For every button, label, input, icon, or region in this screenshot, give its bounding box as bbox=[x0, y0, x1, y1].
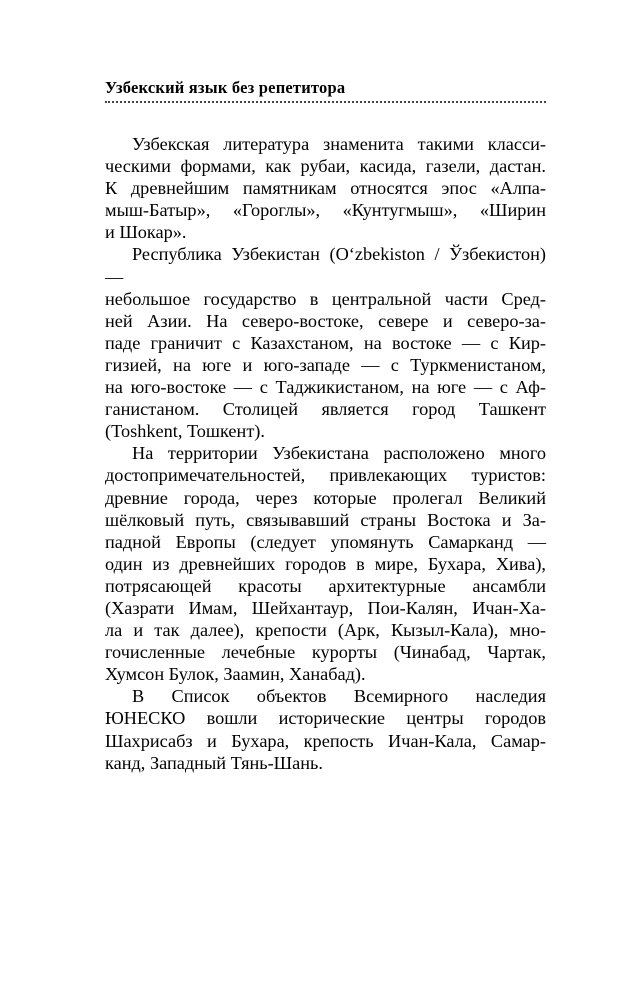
text-line: Узбекская литература знаменита такими класси- bbox=[132, 134, 546, 154]
text-line: небольшое государство в центральной части Сред- bbox=[105, 288, 546, 309]
text-line: Шахрисабз и Бухара, крепость Ичан-Кала, Самар- bbox=[105, 730, 546, 751]
text-line: шёлковый путь, связывавший страны Востока и За- bbox=[105, 509, 546, 530]
text-line: Республика Узбекистан (Oʻzbekiston / Ўзбекистон) — bbox=[105, 244, 546, 287]
text-line: канд, Западный Тянь-Шань. bbox=[105, 752, 323, 773]
text-line: На территории Узбекистана расположено много bbox=[132, 443, 546, 464]
text-line: ней Азии. На северо-востоке, севере и северо-за- bbox=[105, 310, 546, 331]
text-line: ЮНЕСКО вошли исторические центры городов bbox=[105, 708, 546, 729]
text-line: (Toshkent, Тошкент). bbox=[105, 421, 265, 442]
text-line: Хумсон Булок, Заамин, Ханабад). bbox=[105, 664, 366, 685]
text-line: (Хазрати Имам, Шейхантаур, Пои-Калян, Ичан-Ха- bbox=[105, 597, 546, 618]
text-line: паде граничит с Казахстаном, на востоке — с Кир- bbox=[105, 332, 546, 353]
book-title: Узбекский язык без репетитора bbox=[105, 78, 346, 97]
running-header bbox=[105, 78, 546, 103]
text-line: один из древнейших городов в мире, Бухара, Хива), bbox=[105, 553, 546, 574]
text-line: и Шокар». bbox=[105, 222, 187, 243]
text-line: на юго-востоке — с Таджикистаном, на юге — с Аф- bbox=[105, 377, 546, 398]
paragraph bbox=[105, 442, 546, 685]
page-body bbox=[105, 133, 546, 774]
text-line: ганистаном. Столицей является город Ташкент bbox=[105, 399, 546, 420]
text-line: достопримечательностей, привлекающих туристов: bbox=[105, 465, 546, 486]
text-line: мыш-Батыр», «Гороглы», «Кунтугмыш», «Ширин bbox=[105, 200, 546, 221]
paragraph bbox=[105, 685, 546, 773]
paragraph bbox=[105, 133, 546, 243]
text-line: гизией, на юге и юго-западе — с Туркменистаном, bbox=[105, 354, 546, 375]
text-line: гочисленные лечебные курорты (Чинабад, Чартак, bbox=[105, 642, 546, 663]
text-line: падной Европы (следует упомянуть Самарканд — bbox=[105, 531, 546, 552]
text-line: ла и так далее), крепости (Арк, Кызыл-Кала), мно- bbox=[105, 620, 546, 641]
text-line: В Список объектов Всемирного наследия bbox=[132, 686, 546, 707]
text-line: К древнейшим памятникам относятся эпос «Алпа- bbox=[105, 178, 546, 199]
paragraph bbox=[105, 243, 546, 442]
text-line: потрясающей красоты архитектурные ансамбли bbox=[105, 575, 546, 596]
text-line: ческими формами, как рубаи, касида, газели, дастан. bbox=[105, 156, 546, 177]
text-line: древние города, через которые пролегал Великий bbox=[105, 487, 546, 508]
dotted-divider bbox=[105, 101, 546, 103]
